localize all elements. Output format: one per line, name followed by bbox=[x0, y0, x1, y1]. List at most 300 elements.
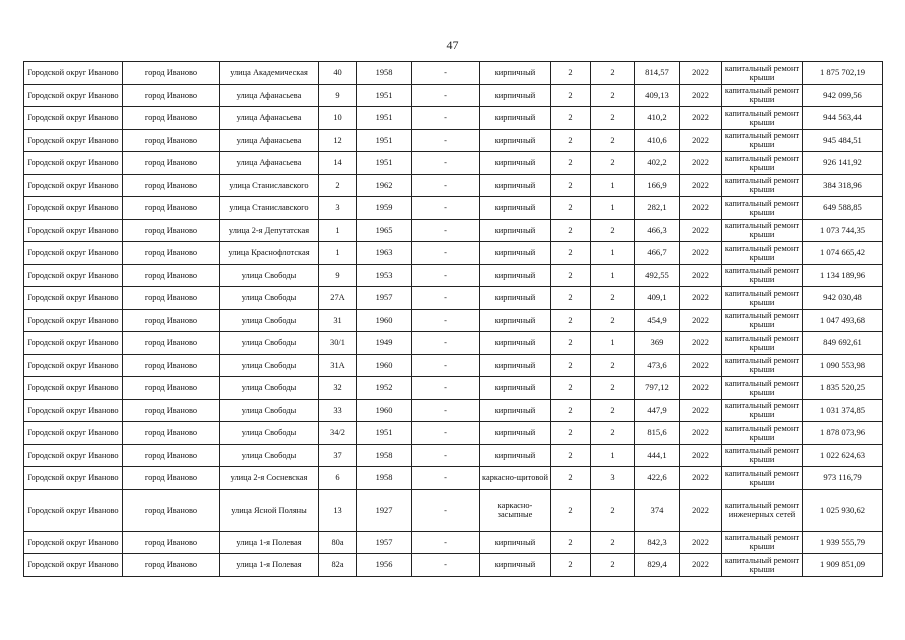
planned-year-cell: 2022 bbox=[680, 84, 722, 107]
build-year-cell: 1956 bbox=[357, 554, 412, 577]
wall-material-cell: кирпичный bbox=[480, 309, 551, 332]
cost-cell: 1 022 624,63 bbox=[803, 444, 883, 467]
floors-cell: 2 bbox=[551, 377, 591, 400]
table-row bbox=[24, 467, 883, 490]
area-cell: 797,12 bbox=[635, 377, 680, 400]
work-type-cell: капитальный ремонт крыши bbox=[722, 197, 803, 220]
city-cell: город Иваново bbox=[123, 84, 220, 107]
street-cell: улица Свободы bbox=[220, 422, 319, 445]
cost-cell: 1 025 930,62 bbox=[803, 489, 883, 531]
street-cell: улица Афанасьева bbox=[220, 152, 319, 175]
house-number-cell: 31 bbox=[319, 309, 357, 332]
street-cell: улица 2-я Депутатская bbox=[220, 219, 319, 242]
house-number-cell: 1 bbox=[319, 242, 357, 265]
empty-dash-cell: - bbox=[412, 264, 480, 287]
build-year-cell: 1927 bbox=[357, 489, 412, 531]
city-cell: город Иваново bbox=[123, 197, 220, 220]
work-type-cell: капитальный ремонт крыши bbox=[722, 332, 803, 355]
house-number-cell: 14 bbox=[319, 152, 357, 175]
entrances-cell: 1 bbox=[591, 174, 635, 197]
entrances-cell: 2 bbox=[591, 309, 635, 332]
floors-cell: 2 bbox=[551, 107, 591, 130]
district-cell: Городской округ Иваново bbox=[24, 197, 123, 220]
entrances-cell: 1 bbox=[591, 264, 635, 287]
street-cell: улица 2-я Сосневская bbox=[220, 467, 319, 490]
wall-material-cell: кирпичный bbox=[480, 152, 551, 175]
build-year-cell: 1951 bbox=[357, 107, 412, 130]
build-year-cell: 1962 bbox=[357, 174, 412, 197]
house-number-cell: 13 bbox=[319, 489, 357, 531]
build-year-cell: 1957 bbox=[357, 531, 412, 554]
build-year-cell: 1960 bbox=[357, 309, 412, 332]
street-cell: улица Афанасьева bbox=[220, 107, 319, 130]
housing-registry-table bbox=[23, 61, 883, 577]
street-cell: улица Свободы bbox=[220, 332, 319, 355]
city-cell: город Иваново bbox=[123, 309, 220, 332]
wall-material-cell: кирпичный bbox=[480, 287, 551, 310]
city-cell: город Иваново bbox=[123, 467, 220, 490]
entrances-cell: 2 bbox=[591, 422, 635, 445]
street-cell: улица Краснофлотская bbox=[220, 242, 319, 265]
district-cell: Городской округ Иваново bbox=[24, 129, 123, 152]
area-cell: 374 bbox=[635, 489, 680, 531]
district-cell: Городской округ Иваново bbox=[24, 332, 123, 355]
table-row bbox=[24, 152, 883, 175]
house-number-cell: 82а bbox=[319, 554, 357, 577]
city-cell: город Иваново bbox=[123, 354, 220, 377]
entrances-cell: 2 bbox=[591, 152, 635, 175]
empty-dash-cell: - bbox=[412, 242, 480, 265]
street-cell: улица Свободы bbox=[220, 377, 319, 400]
floors-cell: 2 bbox=[551, 219, 591, 242]
street-cell: улица Станиславского bbox=[220, 197, 319, 220]
wall-material-cell: каркасно-щитовой bbox=[480, 467, 551, 490]
street-cell: улица Свободы bbox=[220, 287, 319, 310]
planned-year-cell: 2022 bbox=[680, 287, 722, 310]
entrances-cell: 1 bbox=[591, 332, 635, 355]
wall-material-cell: кирпичный bbox=[480, 84, 551, 107]
house-number-cell: 40 bbox=[319, 62, 357, 85]
planned-year-cell: 2022 bbox=[680, 489, 722, 531]
table-row bbox=[24, 377, 883, 400]
empty-dash-cell: - bbox=[412, 107, 480, 130]
area-cell: 466,3 bbox=[635, 219, 680, 242]
table-row bbox=[24, 107, 883, 130]
planned-year-cell: 2022 bbox=[680, 444, 722, 467]
district-cell: Городской округ Иваново bbox=[24, 399, 123, 422]
entrances-cell: 1 bbox=[591, 197, 635, 220]
cost-cell: 1 134 189,96 bbox=[803, 264, 883, 287]
cost-cell: 942 099,56 bbox=[803, 84, 883, 107]
wall-material-cell: кирпичный bbox=[480, 332, 551, 355]
street-cell: улица Афанасьева bbox=[220, 84, 319, 107]
work-type-cell: капитальный ремонт крыши bbox=[722, 531, 803, 554]
empty-dash-cell: - bbox=[412, 399, 480, 422]
work-type-cell: капитальный ремонт крыши bbox=[722, 309, 803, 332]
work-type-cell: капитальный ремонт крыши bbox=[722, 554, 803, 577]
wall-material-cell: кирпичный bbox=[480, 399, 551, 422]
floors-cell: 2 bbox=[551, 444, 591, 467]
house-number-cell: 12 bbox=[319, 129, 357, 152]
planned-year-cell: 2022 bbox=[680, 422, 722, 445]
cost-cell: 849 692,61 bbox=[803, 332, 883, 355]
wall-material-cell: кирпичный bbox=[480, 531, 551, 554]
planned-year-cell: 2022 bbox=[680, 242, 722, 265]
build-year-cell: 1951 bbox=[357, 129, 412, 152]
floors-cell: 2 bbox=[551, 399, 591, 422]
city-cell: город Иваново bbox=[123, 332, 220, 355]
city-cell: город Иваново bbox=[123, 129, 220, 152]
table-row bbox=[24, 242, 883, 265]
entrances-cell: 1 bbox=[591, 444, 635, 467]
floors-cell: 2 bbox=[551, 354, 591, 377]
planned-year-cell: 2022 bbox=[680, 152, 722, 175]
floors-cell: 2 bbox=[551, 332, 591, 355]
cost-cell: 1 835 520,25 bbox=[803, 377, 883, 400]
empty-dash-cell: - bbox=[412, 62, 480, 85]
work-type-cell: капитальный ремонт крыши bbox=[722, 399, 803, 422]
area-cell: 466,7 bbox=[635, 242, 680, 265]
planned-year-cell: 2022 bbox=[680, 531, 722, 554]
work-type-cell: капитальный ремонт крыши bbox=[722, 62, 803, 85]
table-row bbox=[24, 422, 883, 445]
street-cell: улица 1-я Полевая bbox=[220, 554, 319, 577]
entrances-cell: 2 bbox=[591, 84, 635, 107]
empty-dash-cell: - bbox=[412, 377, 480, 400]
wall-material-cell: кирпичный bbox=[480, 174, 551, 197]
area-cell: 369 bbox=[635, 332, 680, 355]
house-number-cell: 31А bbox=[319, 354, 357, 377]
city-cell: город Иваново bbox=[123, 422, 220, 445]
city-cell: город Иваново bbox=[123, 489, 220, 531]
build-year-cell: 1958 bbox=[357, 62, 412, 85]
wall-material-cell: кирпичный bbox=[480, 242, 551, 265]
table-row bbox=[24, 399, 883, 422]
city-cell: город Иваново bbox=[123, 219, 220, 242]
wall-material-cell: кирпичный bbox=[480, 219, 551, 242]
entrances-cell: 2 bbox=[591, 129, 635, 152]
empty-dash-cell: - bbox=[412, 84, 480, 107]
planned-year-cell: 2022 bbox=[680, 467, 722, 490]
planned-year-cell: 2022 bbox=[680, 554, 722, 577]
house-number-cell: 9 bbox=[319, 84, 357, 107]
table-row bbox=[24, 197, 883, 220]
empty-dash-cell: - bbox=[412, 354, 480, 377]
cost-cell: 1 090 553,98 bbox=[803, 354, 883, 377]
area-cell: 815,6 bbox=[635, 422, 680, 445]
street-cell: улица Свободы bbox=[220, 309, 319, 332]
area-cell: 409,1 bbox=[635, 287, 680, 310]
work-type-cell: капитальный ремонт крыши bbox=[722, 152, 803, 175]
cost-cell: 649 588,85 bbox=[803, 197, 883, 220]
build-year-cell: 1963 bbox=[357, 242, 412, 265]
wall-material-cell: кирпичный bbox=[480, 422, 551, 445]
floors-cell: 2 bbox=[551, 242, 591, 265]
district-cell: Городской округ Иваново bbox=[24, 62, 123, 85]
build-year-cell: 1960 bbox=[357, 354, 412, 377]
build-year-cell: 1960 bbox=[357, 399, 412, 422]
floors-cell: 2 bbox=[551, 174, 591, 197]
floors-cell: 2 bbox=[551, 197, 591, 220]
entrances-cell: 1 bbox=[591, 242, 635, 265]
build-year-cell: 1951 bbox=[357, 422, 412, 445]
cost-cell: 1 909 851,09 bbox=[803, 554, 883, 577]
city-cell: город Иваново bbox=[123, 174, 220, 197]
city-cell: город Иваново bbox=[123, 399, 220, 422]
work-type-cell: капитальный ремонт крыши bbox=[722, 264, 803, 287]
table-row bbox=[24, 62, 883, 85]
street-cell: улица Свободы bbox=[220, 444, 319, 467]
table-row bbox=[24, 309, 883, 332]
street-cell: улица Свободы bbox=[220, 264, 319, 287]
table-row bbox=[24, 489, 883, 531]
city-cell: город Иваново bbox=[123, 377, 220, 400]
entrances-cell: 2 bbox=[591, 62, 635, 85]
entrances-cell: 2 bbox=[591, 107, 635, 130]
empty-dash-cell: - bbox=[412, 554, 480, 577]
work-type-cell: капитальный ремонт крыши bbox=[722, 242, 803, 265]
city-cell: город Иваново bbox=[123, 62, 220, 85]
cost-cell: 1 939 555,79 bbox=[803, 531, 883, 554]
empty-dash-cell: - bbox=[412, 531, 480, 554]
wall-material-cell: кирпичный bbox=[480, 377, 551, 400]
area-cell: 402,2 bbox=[635, 152, 680, 175]
planned-year-cell: 2022 bbox=[680, 354, 722, 377]
cost-cell: 1 047 493,68 bbox=[803, 309, 883, 332]
empty-dash-cell: - bbox=[412, 422, 480, 445]
district-cell: Городской округ Иваново bbox=[24, 84, 123, 107]
district-cell: Городской округ Иваново bbox=[24, 242, 123, 265]
wall-material-cell: кирпичный bbox=[480, 264, 551, 287]
work-type-cell: капитальный ремонт крыши bbox=[722, 287, 803, 310]
cost-cell: 1 031 374,85 bbox=[803, 399, 883, 422]
empty-dash-cell: - bbox=[412, 219, 480, 242]
cost-cell: 1 073 744,35 bbox=[803, 219, 883, 242]
area-cell: 166,9 bbox=[635, 174, 680, 197]
house-number-cell: 32 bbox=[319, 377, 357, 400]
work-type-cell: капитальный ремонт крыши bbox=[722, 219, 803, 242]
house-number-cell: 6 bbox=[319, 467, 357, 490]
city-cell: город Иваново bbox=[123, 107, 220, 130]
cost-cell: 926 141,92 bbox=[803, 152, 883, 175]
floors-cell: 2 bbox=[551, 554, 591, 577]
wall-material-cell: каркасно-засыпные bbox=[480, 489, 551, 531]
cost-cell: 973 116,79 bbox=[803, 467, 883, 490]
entrances-cell: 2 bbox=[591, 399, 635, 422]
table-row bbox=[24, 84, 883, 107]
house-number-cell: 1 bbox=[319, 219, 357, 242]
district-cell: Городской округ Иваново bbox=[24, 219, 123, 242]
cost-cell: 942 030,48 bbox=[803, 287, 883, 310]
work-type-cell: капитальный ремонт крыши bbox=[722, 84, 803, 107]
district-cell: Городской округ Иваново bbox=[24, 531, 123, 554]
page-number: 47 bbox=[446, 38, 459, 52]
house-number-cell: 2 bbox=[319, 174, 357, 197]
entrances-cell: 2 bbox=[591, 531, 635, 554]
cost-cell: 945 484,51 bbox=[803, 129, 883, 152]
entrances-cell: 2 bbox=[591, 219, 635, 242]
city-cell: город Иваново bbox=[123, 287, 220, 310]
entrances-cell: 2 bbox=[591, 354, 635, 377]
floors-cell: 2 bbox=[551, 467, 591, 490]
planned-year-cell: 2022 bbox=[680, 174, 722, 197]
cost-cell: 1 878 073,96 bbox=[803, 422, 883, 445]
wall-material-cell: кирпичный bbox=[480, 554, 551, 577]
street-cell: улица Афанасьева bbox=[220, 129, 319, 152]
street-cell: улица Свободы bbox=[220, 399, 319, 422]
area-cell: 829,4 bbox=[635, 554, 680, 577]
work-type-cell: капитальный ремонт инженерных сетей bbox=[722, 489, 803, 531]
area-cell: 444,1 bbox=[635, 444, 680, 467]
work-type-cell: капитальный ремонт крыши bbox=[722, 444, 803, 467]
district-cell: Городской округ Иваново bbox=[24, 152, 123, 175]
district-cell: Городской округ Иваново bbox=[24, 489, 123, 531]
build-year-cell: 1959 bbox=[357, 197, 412, 220]
planned-year-cell: 2022 bbox=[680, 332, 722, 355]
entrances-cell: 2 bbox=[591, 377, 635, 400]
house-number-cell: 27А bbox=[319, 287, 357, 310]
street-cell: улица Ясной Поляны bbox=[220, 489, 319, 531]
table-row bbox=[24, 531, 883, 554]
area-cell: 282,1 bbox=[635, 197, 680, 220]
build-year-cell: 1965 bbox=[357, 219, 412, 242]
empty-dash-cell: - bbox=[412, 444, 480, 467]
entrances-cell: 2 bbox=[591, 554, 635, 577]
area-cell: 814,57 bbox=[635, 62, 680, 85]
wall-material-cell: кирпичный bbox=[480, 197, 551, 220]
street-cell: улица Свободы bbox=[220, 354, 319, 377]
floors-cell: 2 bbox=[551, 531, 591, 554]
house-number-cell: 10 bbox=[319, 107, 357, 130]
entrances-cell: 3 bbox=[591, 467, 635, 490]
wall-material-cell: кирпичный bbox=[480, 444, 551, 467]
planned-year-cell: 2022 bbox=[680, 62, 722, 85]
cost-cell: 944 563,44 bbox=[803, 107, 883, 130]
wall-material-cell: кирпичный bbox=[480, 62, 551, 85]
empty-dash-cell: - bbox=[412, 129, 480, 152]
table-row bbox=[24, 129, 883, 152]
district-cell: Городской округ Иваново bbox=[24, 554, 123, 577]
area-cell: 422,6 bbox=[635, 467, 680, 490]
entrances-cell: 2 bbox=[591, 489, 635, 531]
empty-dash-cell: - bbox=[412, 332, 480, 355]
work-type-cell: капитальный ремонт крыши bbox=[722, 467, 803, 490]
floors-cell: 2 bbox=[551, 129, 591, 152]
area-cell: 842,3 bbox=[635, 531, 680, 554]
floors-cell: 2 bbox=[551, 152, 591, 175]
area-cell: 410,6 bbox=[635, 129, 680, 152]
cost-cell: 384 318,96 bbox=[803, 174, 883, 197]
wall-material-cell: кирпичный bbox=[480, 129, 551, 152]
city-cell: город Иваново bbox=[123, 242, 220, 265]
street-cell: улица 1-я Полевая bbox=[220, 531, 319, 554]
table-row bbox=[24, 264, 883, 287]
build-year-cell: 1951 bbox=[357, 152, 412, 175]
floors-cell: 2 bbox=[551, 422, 591, 445]
house-number-cell: 3 bbox=[319, 197, 357, 220]
work-type-cell: капитальный ремонт крыши bbox=[722, 174, 803, 197]
district-cell: Городской округ Иваново bbox=[24, 174, 123, 197]
planned-year-cell: 2022 bbox=[680, 377, 722, 400]
area-cell: 409,13 bbox=[635, 84, 680, 107]
floors-cell: 2 bbox=[551, 489, 591, 531]
table-row bbox=[24, 554, 883, 577]
area-cell: 410,2 bbox=[635, 107, 680, 130]
district-cell: Городской округ Иваново bbox=[24, 422, 123, 445]
district-cell: Городской округ Иваново bbox=[24, 467, 123, 490]
work-type-cell: капитальный ремонт крыши bbox=[722, 377, 803, 400]
planned-year-cell: 2022 bbox=[680, 399, 722, 422]
empty-dash-cell: - bbox=[412, 489, 480, 531]
empty-dash-cell: - bbox=[412, 287, 480, 310]
city-cell: город Иваново bbox=[123, 444, 220, 467]
area-cell: 454,9 bbox=[635, 309, 680, 332]
table-row bbox=[24, 332, 883, 355]
build-year-cell: 1952 bbox=[357, 377, 412, 400]
planned-year-cell: 2022 bbox=[680, 309, 722, 332]
build-year-cell: 1958 bbox=[357, 444, 412, 467]
house-number-cell: 33 bbox=[319, 399, 357, 422]
city-cell: город Иваново bbox=[123, 554, 220, 577]
city-cell: город Иваново bbox=[123, 531, 220, 554]
empty-dash-cell: - bbox=[412, 197, 480, 220]
district-cell: Городской округ Иваново bbox=[24, 377, 123, 400]
work-type-cell: капитальный ремонт крыши bbox=[722, 422, 803, 445]
district-cell: Городской округ Иваново bbox=[24, 354, 123, 377]
district-cell: Городской округ Иваново bbox=[24, 287, 123, 310]
table-row bbox=[24, 174, 883, 197]
work-type-cell: капитальный ремонт крыши bbox=[722, 354, 803, 377]
planned-year-cell: 2022 bbox=[680, 219, 722, 242]
house-number-cell: 9 bbox=[319, 264, 357, 287]
street-cell: улица Станиславского bbox=[220, 174, 319, 197]
district-cell: Городской округ Иваново bbox=[24, 444, 123, 467]
house-number-cell: 80а bbox=[319, 531, 357, 554]
district-cell: Городской округ Иваново bbox=[24, 309, 123, 332]
wall-material-cell: кирпичный bbox=[480, 354, 551, 377]
empty-dash-cell: - bbox=[412, 174, 480, 197]
planned-year-cell: 2022 bbox=[680, 264, 722, 287]
area-cell: 473,6 bbox=[635, 354, 680, 377]
table-row bbox=[24, 444, 883, 467]
cost-cell: 1 875 702,19 bbox=[803, 62, 883, 85]
build-year-cell: 1951 bbox=[357, 84, 412, 107]
work-type-cell: капитальный ремонт крыши bbox=[722, 107, 803, 130]
city-cell: город Иваново bbox=[123, 152, 220, 175]
street-cell: улица Академическая bbox=[220, 62, 319, 85]
table-row bbox=[24, 219, 883, 242]
empty-dash-cell: - bbox=[412, 309, 480, 332]
entrances-cell: 2 bbox=[591, 287, 635, 310]
district-cell: Городской округ Иваново bbox=[24, 107, 123, 130]
cost-cell: 1 074 665,42 bbox=[803, 242, 883, 265]
planned-year-cell: 2022 bbox=[680, 129, 722, 152]
floors-cell: 2 bbox=[551, 309, 591, 332]
wall-material-cell: кирпичный bbox=[480, 107, 551, 130]
build-year-cell: 1953 bbox=[357, 264, 412, 287]
district-cell: Городской округ Иваново bbox=[24, 264, 123, 287]
floors-cell: 2 bbox=[551, 287, 591, 310]
area-cell: 492,55 bbox=[635, 264, 680, 287]
empty-dash-cell: - bbox=[412, 467, 480, 490]
table-row bbox=[24, 287, 883, 310]
area-cell: 447,9 bbox=[635, 399, 680, 422]
planned-year-cell: 2022 bbox=[680, 107, 722, 130]
empty-dash-cell: - bbox=[412, 152, 480, 175]
build-year-cell: 1949 bbox=[357, 332, 412, 355]
city-cell: город Иваново bbox=[123, 264, 220, 287]
house-number-cell: 30/1 bbox=[319, 332, 357, 355]
